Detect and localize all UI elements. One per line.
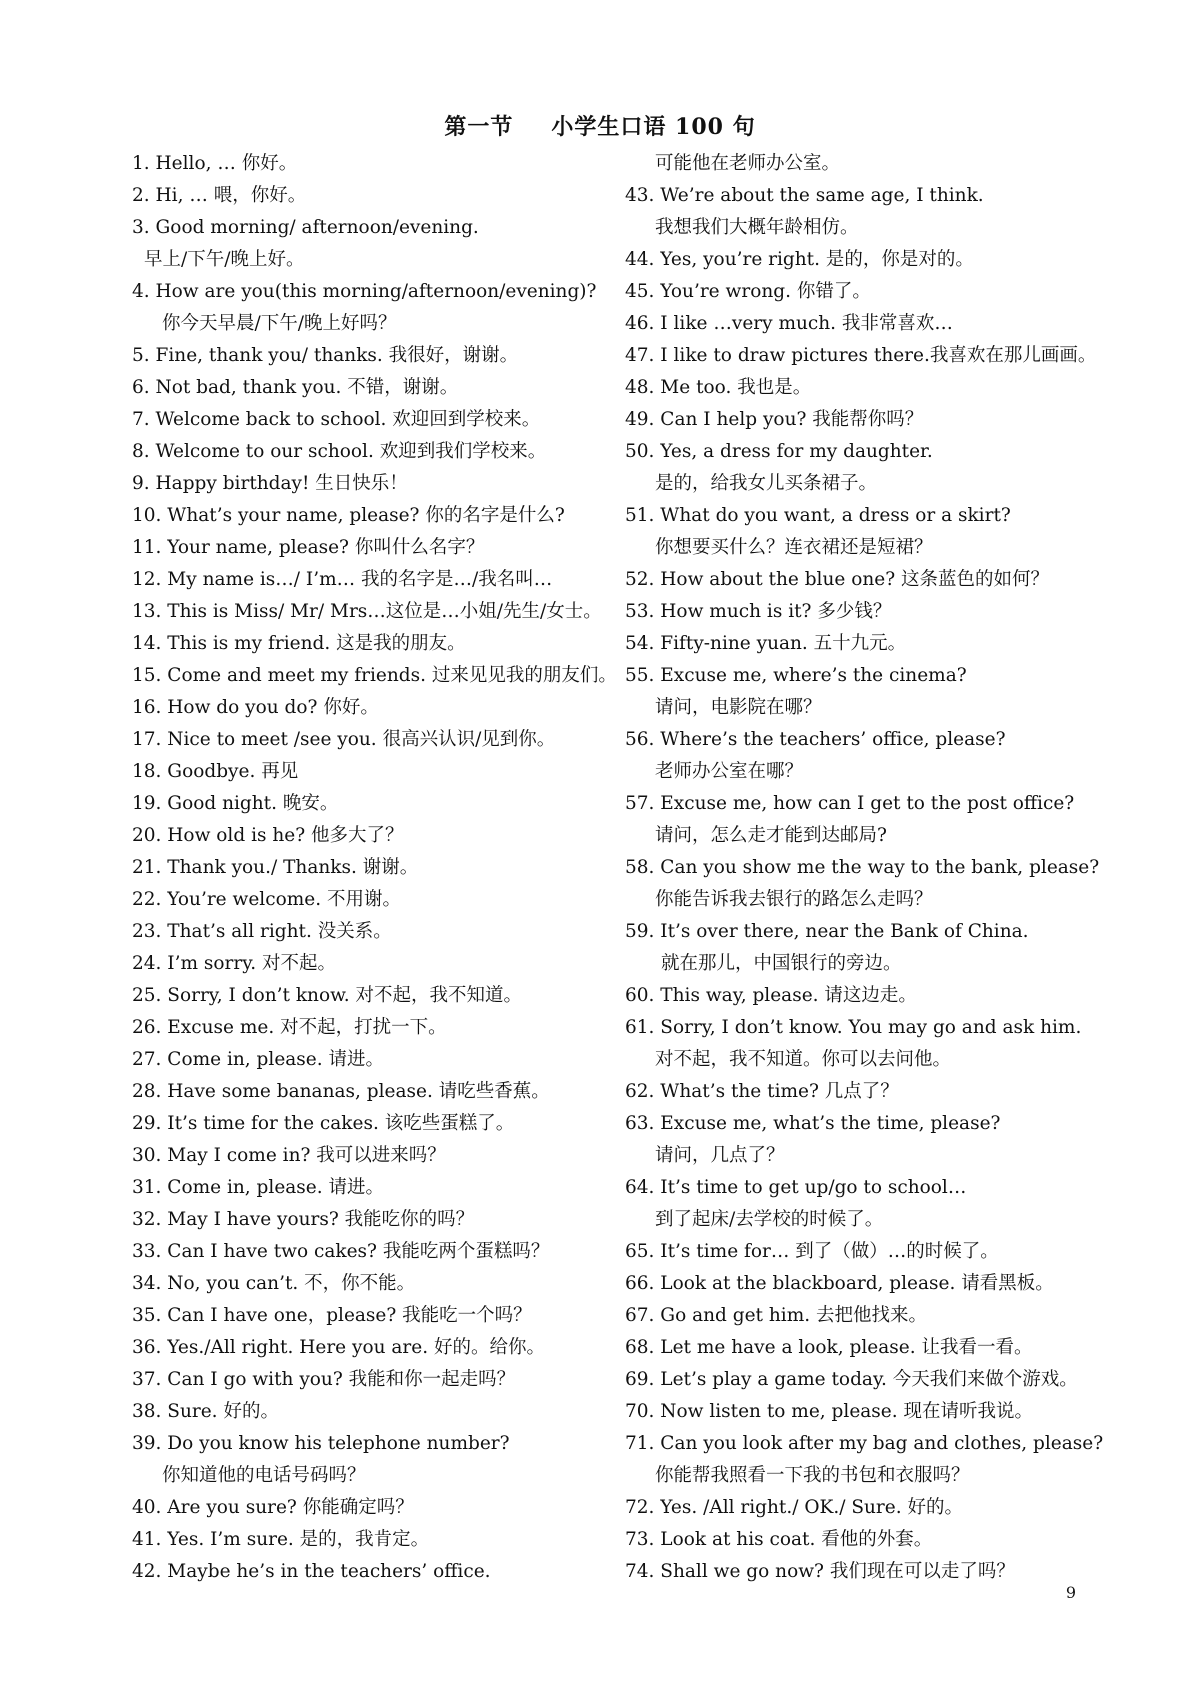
- phrase-line: 51. What do you want, a dress or a skirt?: [625, 505, 1011, 526]
- phrase-line: 19. Good night. 晚安。: [132, 793, 339, 814]
- phrase-translation-line: 对不起，我不知道。你可以去问他。: [655, 1049, 952, 1070]
- section-heading: [0, 110, 1200, 141]
- phrase-line: 66. Look at the blackboard, please. 请看黑板。: [625, 1273, 1054, 1294]
- phrase-line: 52. How about the blue one? 这条蓝色的如何？: [625, 569, 1050, 590]
- phrase-translation-line: 可能他在老师办公室。: [655, 153, 841, 174]
- phrase-translation-line: 你知道他的电话号码吗？: [162, 1465, 366, 1486]
- phrase-line: 30. May I come in? 我可以进来吗？: [132, 1145, 446, 1166]
- phrase-line: 67. Go and get him. 去把他找来。: [625, 1305, 928, 1326]
- phrase-line: 47. I like to draw pictures there.我喜欢在那儿画画。: [625, 345, 1097, 366]
- phrase-line: 54. Fifty-nine yuan. 五十九元。: [625, 633, 907, 654]
- phrase-line: 49. Can I help you? 我能帮你吗？: [625, 409, 924, 430]
- phrase-line: 73. Look at his coat. 看他的外套。: [625, 1529, 933, 1550]
- phrase-translation-line: 我想我们大概年龄相仿。: [655, 217, 859, 238]
- phrase-line: 7. Welcome back to school. 欢迎回到学校来。: [132, 409, 541, 430]
- phrase-line: 57. Excuse me, how can I get to the post office?: [625, 793, 1075, 814]
- phrase-line: 34. No, you can’t. 不，你不能。: [132, 1273, 416, 1294]
- phrase-line: 28. Have some bananas, please. 请吃些香蕉。: [132, 1081, 550, 1102]
- phrase-line: 24. I’m sorry. 对不起。: [132, 953, 336, 974]
- phrase-line: 68. Let me have a look, please. 让我看一看。: [625, 1337, 1033, 1358]
- phrase-line: 60. This way, please. 请这边走。: [625, 985, 917, 1006]
- phrase-line: 22. You’re welcome. 不用谢。: [132, 889, 401, 910]
- phrase-line: 50. Yes, a dress for my daughter.: [625, 441, 933, 462]
- phrase-line: 45. You’re wrong. 你错了。: [625, 281, 871, 302]
- phrase-translation-line: 请问，怎么走才能到达邮局?: [655, 825, 887, 846]
- phrase-line: 58. Can you show me the way to the bank, please?: [625, 857, 1100, 878]
- phrase-translation-line: 你能告诉我去银行的路怎么走吗？: [655, 889, 933, 910]
- phrase-line: 59. It’s over there, near the Bank of China.: [625, 921, 1029, 942]
- phrase-translation-line: 你能帮我照看一下我的书包和衣服吗？: [655, 1465, 970, 1486]
- phrase-line: 25. Sorry, I don’t know. 对不起，我不知道。: [132, 985, 523, 1006]
- phrase-line: 61. Sorry, I don’t know. You may go and ask him.: [625, 1017, 1082, 1038]
- phrase-line: 63. Excuse me, what’s the time, please?: [625, 1113, 1001, 1134]
- phrase-translation-line: 请问，电影院在哪？: [655, 697, 822, 718]
- phrase-line: 1. Hello, … 你好。: [132, 153, 298, 174]
- phrase-line: 55. Excuse me, where’s the cinema?: [625, 665, 967, 686]
- phrase-line: 23. That’s all right. 没关系。: [132, 921, 392, 942]
- phrase-line: 3. Good morning/ afternoon/evening.: [132, 217, 479, 238]
- phrase-line: 8. Welcome to our school. 欢迎到我们学校来。: [132, 441, 547, 462]
- phrase-line: 4. How are you(this morning/afternoon/evening)?: [132, 281, 597, 302]
- page-number: 9: [1065, 1583, 1076, 1602]
- phrase-line: 12. My name is…/ I’m… 我的名字是…/我名叫…: [132, 569, 553, 590]
- phrase-line: 36. Yes./All right. Here you are. 好的。给你。: [132, 1337, 545, 1358]
- phrase-translation-line: 到了起床/去学校的时候了。: [655, 1209, 884, 1230]
- phrase-line: 48. Me too. 我也是。: [625, 377, 812, 398]
- phrase-line: 13. This is Miss/ Mr/ Mrs…这位是…小姐/先生/女士。: [132, 601, 602, 622]
- phrase-line: 15. Come and meet my friends. 过来见见我的朋友们。: [132, 665, 617, 686]
- phrase-line: 9. Happy birthday! 生日快乐！: [132, 473, 408, 494]
- phrase-line: 39. Do you know his telephone number?: [132, 1433, 510, 1454]
- phrase-line: 20. How old is he? 他多大了？: [132, 825, 404, 846]
- right-phrase-column: [625, 148, 1145, 1588]
- phrase-line: 53. How much is it? 多少钱？: [625, 601, 892, 622]
- phrase-line: 21. Thank you./ Thanks. 谢谢。: [132, 857, 419, 878]
- phrase-line: 65. It’s time for… 到了（做）…的时候了。: [625, 1241, 999, 1262]
- phrase-line: 64. It’s time to get up/go to school…: [625, 1177, 967, 1198]
- phrase-line: 31. Come in, please. 请进。: [132, 1177, 384, 1198]
- phrase-line: 33. Can I have two cakes? 我能吃两个蛋糕吗？: [132, 1241, 550, 1262]
- phrase-line: 11. Your name, please? 你叫什么名字？: [132, 537, 485, 558]
- phrase-line: 5. Fine, thank you/ thanks. 我很好，谢谢。: [132, 345, 519, 366]
- phrase-line: 43. We’re about the same age, I think.: [625, 185, 984, 206]
- phrase-line: 16. How do you do? 你好。: [132, 697, 379, 718]
- phrase-line: 70. Now listen to me, please. 现在请听我说。: [625, 1401, 1033, 1422]
- phrase-line: 32. May I have yours? 我能吃你的吗？: [132, 1209, 475, 1230]
- phrase-line: 74. Shall we go now? 我们现在可以走了吗？: [625, 1561, 1015, 1582]
- phrase-line: 10. What’s your name, please? 你的名字是什么?: [132, 505, 565, 526]
- phrase-line: 46. I like …very much. 我非常喜欢…: [625, 313, 953, 334]
- section-label: 第一节: [444, 114, 514, 140]
- phrase-line: 41. Yes. I’m sure. 是的，我肯定。: [132, 1529, 430, 1550]
- phrase-line: 14. This is my friend. 这是我的朋友。: [132, 633, 466, 654]
- phrase-line: 40. Are you sure? 你能确定吗？: [132, 1497, 414, 1518]
- phrase-line: 72. Yes. /All right./ OK./ Sure. 好的。: [625, 1497, 963, 1518]
- phrase-translation-line: 是的，给我女儿买条裙子。: [655, 473, 878, 494]
- phrase-line: 69. Let’s play a game today. 今天我们来做个游戏。: [625, 1369, 1078, 1390]
- phrase-translation-line: 就在那儿，中国银行的旁边。: [661, 953, 902, 974]
- phrase-translation-line: 你今天早晨/下午/晚上好吗？: [162, 313, 397, 334]
- phrase-line: 62. What’s the time? 几点了？: [625, 1081, 899, 1102]
- phrase-line: 27. Come in, please. 请进。: [132, 1049, 384, 1070]
- phrase-translation-line: 早上/下午/晚上好。: [144, 249, 305, 270]
- phrase-translation-line: 老师办公室在哪？: [655, 761, 804, 782]
- phrase-line: 26. Excuse me. 对不起，打扰一下。: [132, 1017, 447, 1038]
- phrase-line: 29. It’s time for the cakes. 该吃些蛋糕了。: [132, 1113, 515, 1134]
- page-title: 小学生口语 100 句: [551, 114, 756, 140]
- phrase-line: 17. Nice to meet /see you. 很高兴认识/见到你。: [132, 729, 556, 750]
- phrase-translation-line: 请问，几点了？: [655, 1145, 785, 1166]
- phrase-translation-line: 你想要买什么？连衣裙还是短裙？: [655, 537, 933, 558]
- phrase-line: 6. Not bad, thank you. 不错，谢谢。: [132, 377, 459, 398]
- phrase-line: 35. Can I have one，please? 我能吃一个吗？: [132, 1305, 532, 1326]
- phrase-line: 42. Maybe he’s in the teachers’ office.: [132, 1561, 491, 1582]
- phrase-line: 44. Yes, you’re right. 是的，你是对的。: [625, 249, 974, 270]
- phrase-line: 56. Where’s the teachers’ office, please?: [625, 729, 1006, 750]
- phrase-line: 71. Can you look after my bag and clothes, please?: [625, 1433, 1104, 1454]
- left-phrase-column: [132, 148, 652, 1588]
- phrase-line: 2. Hi, … 喂，你好。: [132, 185, 307, 206]
- phrase-line: 18. Goodbye. 再见: [132, 761, 299, 782]
- phrase-line: 38. Sure. 好的。: [132, 1401, 279, 1422]
- phrase-line: 37. Can I go with you? 我能和你一起走吗？: [132, 1369, 516, 1390]
